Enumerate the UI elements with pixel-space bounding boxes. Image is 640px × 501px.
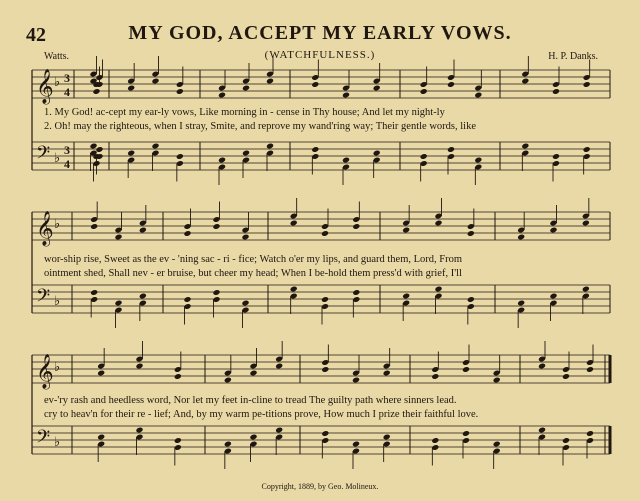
tune-subtitle: (WATCHFULNESS.): [264, 49, 376, 61]
bass-clef-icon: 𝄢: [36, 143, 51, 168]
lyric-line: wor-ship rise, Sweet as the ev - 'ning sac - ri - fice; Watch o'er my lips, and guard them, Lord, From: [44, 254, 463, 265]
bass-clef-icon: 𝄢: [36, 427, 51, 452]
note-head: [493, 441, 501, 448]
note-head: [127, 85, 135, 92]
note-head: [266, 143, 274, 150]
note-head: [183, 296, 191, 303]
note-head: [342, 157, 350, 164]
note-head: [114, 300, 122, 307]
note-head: [183, 230, 191, 237]
note-head: [342, 92, 350, 99]
note-head: [474, 92, 482, 99]
note-head: [266, 78, 274, 85]
note-head: [373, 150, 381, 157]
note-head: [321, 430, 329, 437]
note-head: [241, 300, 249, 307]
lyric-line: 1. My God! ac-cept my ear-ly vows, Like morning in - cense in Thy house; And let my night-ly: [44, 107, 445, 118]
note-head: [97, 370, 105, 377]
note-head: [218, 92, 226, 99]
note-head: [212, 289, 220, 296]
note-head: [290, 220, 298, 227]
time-signature-top: 3: [64, 143, 70, 157]
page-number: 42: [26, 24, 46, 46]
note-head: [135, 427, 143, 434]
note-head: [402, 293, 410, 300]
note-head: [549, 227, 557, 234]
note-head: [434, 220, 442, 227]
note-head: [241, 234, 249, 241]
note-head: [218, 157, 226, 164]
note-head: [212, 223, 220, 230]
note-head: [321, 366, 329, 373]
note-head: [552, 88, 560, 95]
note-head: [462, 430, 470, 437]
note-head: [321, 230, 329, 237]
note-head: [242, 85, 250, 92]
note-head: [352, 441, 360, 448]
note-head: [562, 373, 570, 380]
note-head: [586, 366, 594, 373]
note-head: [402, 227, 410, 234]
note-head: [352, 377, 360, 384]
note-head: [249, 434, 257, 441]
copyright-notice: Copyright, 1889, by Geo. Molineux.: [261, 482, 379, 491]
note-head: [373, 85, 381, 92]
note-head: [517, 300, 525, 307]
lyricist-credit: Watts.: [44, 51, 70, 62]
note-head: [582, 220, 590, 227]
flat-sign-icon: ♭: [54, 75, 61, 90]
lyric-line: ev-'ry rash and heedless word, Nor let my feet in-cline to tread The guilty path where sinners lead.: [44, 395, 457, 406]
flat-sign-icon: ♭: [54, 294, 61, 309]
note-head: [552, 153, 560, 160]
note-head: [352, 223, 360, 230]
treble-clef-icon: 𝄞: [36, 69, 54, 104]
note-head: [92, 88, 100, 95]
note-head: [549, 293, 557, 300]
note-head: [467, 230, 475, 237]
note-head: [176, 153, 184, 160]
note-head: [352, 289, 360, 296]
note-head: [321, 296, 329, 303]
time-signature-top: 3: [64, 71, 70, 85]
note-head: [311, 81, 319, 88]
treble-clef-icon: 𝄞: [36, 354, 54, 389]
note-head: [521, 78, 529, 85]
note-head: [275, 363, 283, 370]
note-head: [493, 377, 501, 384]
note-head: [538, 363, 546, 370]
note-head: [462, 366, 470, 373]
bass-clef-icon: 𝄢: [36, 286, 51, 311]
time-signature-bottom: 4: [64, 157, 70, 171]
note-head: [89, 143, 97, 150]
note-head: [275, 427, 283, 434]
note-head: [242, 150, 250, 157]
note-head: [434, 286, 442, 293]
note-head: [311, 146, 319, 153]
note-head: [431, 373, 439, 380]
note-head: [517, 234, 525, 241]
lyric-line: cry to heav'n for their re - lief; And, by my warm pe-titions prove, How much I prize their faithful love.: [44, 409, 479, 420]
note-head: [176, 88, 184, 95]
note-head: [249, 370, 257, 377]
note-head: [383, 370, 391, 377]
note-head: [174, 373, 182, 380]
note-head: [538, 427, 546, 434]
note-head: [139, 227, 147, 234]
note-head: [447, 146, 455, 153]
note-head: [586, 430, 594, 437]
lyric-line: 2. Oh! may the righteous, when I stray, Smite, and reprove my wand'ring way; Their gentle words, like: [44, 121, 476, 132]
flat-sign-icon: ♭: [54, 217, 61, 232]
lyric-line: ointment shed, Shall nev - er bruise, but cheer my head; When I be-hold them press'd with grief, I'll: [44, 268, 462, 279]
note-head: [139, 293, 147, 300]
note-head: [90, 223, 98, 230]
note-head: [97, 434, 105, 441]
note-head: [582, 286, 590, 293]
note-head: [583, 146, 591, 153]
note-head: [114, 234, 122, 241]
note-head: [290, 286, 298, 293]
note-head: [224, 377, 232, 384]
note-head: [447, 81, 455, 88]
note-head: [127, 150, 135, 157]
hymn-title: MY GOD, ACCEPT MY EARLY VOWS.: [128, 22, 512, 44]
note-head: [420, 88, 428, 95]
flat-sign-icon: ♭: [54, 435, 61, 450]
note-head: [562, 437, 570, 444]
note-head: [174, 437, 182, 444]
note-head: [521, 143, 529, 150]
note-head: [151, 78, 159, 85]
note-head: [467, 296, 475, 303]
flat-sign-icon: ♭: [54, 151, 61, 166]
note-head: [151, 143, 159, 150]
treble-clef-icon: 𝄞: [36, 211, 54, 246]
note-head: [90, 289, 98, 296]
note-head: [431, 437, 439, 444]
flat-sign-icon: ♭: [54, 360, 61, 375]
note-head: [474, 157, 482, 164]
note-head: [135, 363, 143, 370]
note-head: [583, 81, 591, 88]
composer-credit: H. P. Danks.: [548, 51, 598, 62]
note-head: [420, 153, 428, 160]
note-head: [383, 434, 391, 441]
time-signature-bottom: 4: [64, 85, 70, 99]
note-head: [224, 441, 232, 448]
